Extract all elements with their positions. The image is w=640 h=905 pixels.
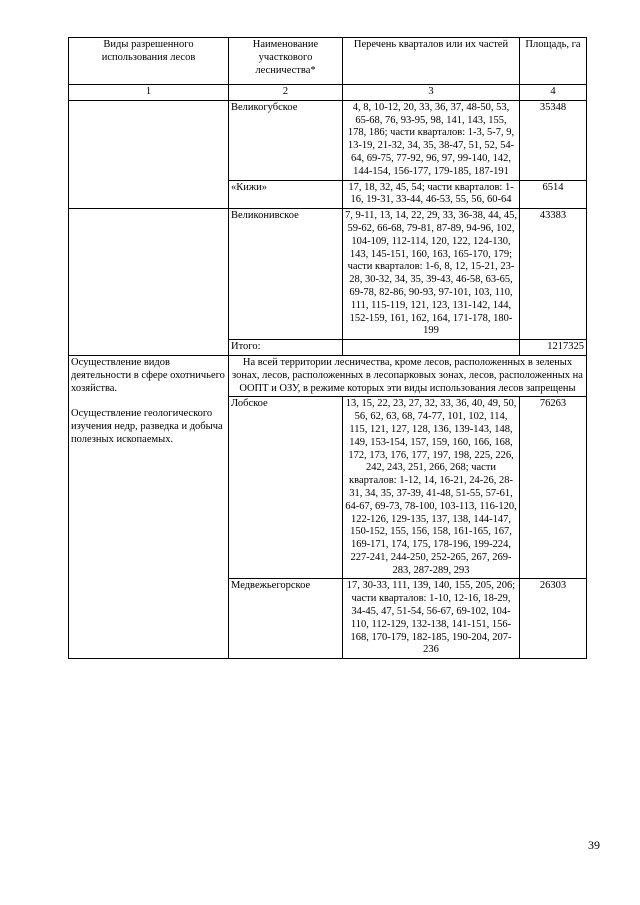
vidy-text-hunting: Осуществление видов деятельности в сфере охотничьего хозяйства.: [71, 356, 225, 394]
kvartaly-cell: 4, 8, 10-12, 20, 33, 36, 37, 48-50, 53, 65-68, 76, 93-95, 98, 141, 143, 155, 178, 186; части кварталов: 1-3, 5-7, 9, 13-19, 21-32, 34, 35, 38-47, 51, 52, 54-64, 69-75, 77-92, 96, 97, 99-140, 142, 144-154, 156-177, 179-185, 187-191: [343, 100, 520, 180]
column-number: 1: [69, 85, 229, 101]
ploshad-cell: 76263: [520, 397, 587, 579]
ploshad-cell: 35348: [520, 100, 587, 180]
header-kvartaly: Перечень кварталов или их частей: [343, 38, 520, 85]
header-lesnichestvo: Наименование участкового лесничества*: [229, 38, 343, 85]
table-row: [69, 100, 587, 180]
lesnichestvo-cell: Великогубское: [229, 100, 343, 180]
lesnichestvo-cell: Великонивское: [229, 209, 343, 340]
column-number: 4: [520, 85, 587, 101]
header-vidy: Виды разрешенного использования лесов: [69, 38, 229, 85]
vidy-text-geology: Осуществление геологического изучения недр, разведка и добыча полезных ископаемых.: [71, 408, 223, 445]
kvartaly-cell: 17, 30-33, 111, 139, 140, 155, 205, 206; части кварталов: 1-10, 12-16, 18-29, 34-45, 47, 51-54, 56-67, 69-102, 104-110, 112-129, 132-138, 141-151, 156-168, 170-179, 182-185, 190-204, 207-236: [343, 579, 520, 659]
table-row: [69, 355, 587, 396]
territory-note: На всей территории лесничества, кроме лесов, расположенных в зеленых зонах, лесов, расположенных в лесопарковых зонах, лесов, расположенных на ООПТ и ОЗУ, в режиме которых эти виды использования лесов запрещены: [229, 355, 587, 396]
ploshad-cell: 43383: [520, 209, 587, 340]
itogo-empty: [343, 340, 520, 356]
table-row: [69, 209, 587, 340]
ploshad-cell: 6514: [520, 180, 587, 209]
kvartaly-cell: 7, 9-11, 13, 14, 22, 29, 33, 36-38, 44, 45, 59-62, 66-68, 79-81, 87-89, 94-96, 102, 104-109, 112-114, 120, 122, 124-130, 143, 145-151, 160, 163, 165-170, 179; части кварталов: 1-6, 8, 12, 15-21, 23-28, 30-32, 34, 35, 39-43, 46-58, 63-65, 69-78, 82-86, 90-93, 97-101, 103, 110, 111, 115-119, 121, 123, 131-142, 144, 152-159, 161, 162, 164, 171-178, 180-199: [343, 209, 520, 340]
kvartaly-cell: 13, 15, 22, 23, 27, 32, 33, 36, 40, 49, 50, 56, 62, 63, 68, 74-77, 101, 102, 114, 115, 121, 127, 128, 136, 139-143, 148, 149, 153-154, 157, 159, 160, 166, 168, 172, 173, 176, 177, 197, 198, 225, 226, 242, 243, 251, 266, 268; части кварталов: 1-12, 14, 16-21, 24-26, 28-31, 34, 35, 37-39, 41-48, 51-55, 57-61, 64-67, 69-73, 78-100, 103-113, 116-120, 122-126, 129-135, 137, 138, 144-147, 150-152, 155, 156, 158, 161-165, 167, 169-171, 174, 175, 178-196, 199-224, 227-241, 244-250, 252-265, 267, 269-283, 287-289, 293: [343, 397, 520, 579]
column-numbers-row: [69, 85, 587, 101]
vidy-cell: [69, 355, 229, 658]
page-number: 39: [588, 838, 600, 852]
lesnichestvo-cell: Лобское: [229, 397, 343, 579]
itogo-label: Итого:: [229, 340, 343, 356]
vidy-cell-empty: [69, 209, 229, 356]
column-number: 3: [343, 85, 520, 101]
kvartaly-cell: 17, 18, 32, 45, 54; части кварталов: 1-16, 19-31, 33-44, 46-53, 55, 56, 60-64: [343, 180, 520, 209]
header-ploshad: Площадь, га: [520, 38, 587, 85]
vidy-cell-empty: [69, 100, 229, 208]
forest-use-table: [68, 37, 587, 659]
lesnichestvo-cell: «Кижи»: [229, 180, 343, 209]
itogo-value: 1217325: [520, 340, 587, 356]
lesnichestvo-cell: Медвежьегорское: [229, 579, 343, 659]
header-row: [69, 38, 587, 85]
column-number: 2: [229, 85, 343, 101]
ploshad-cell: 26303: [520, 579, 587, 659]
